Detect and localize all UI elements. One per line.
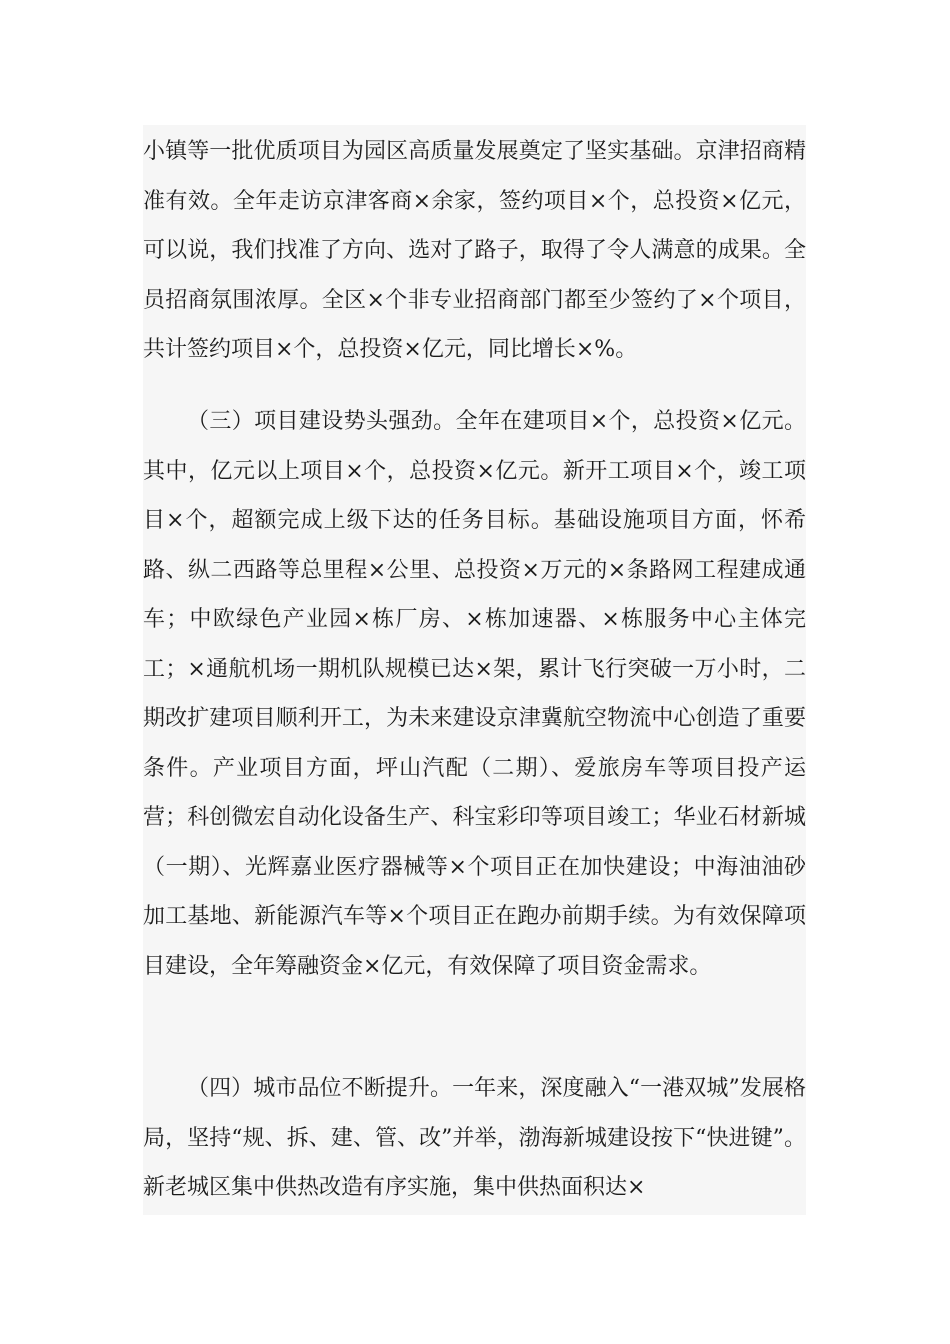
document-body [143, 125, 806, 1215]
paragraph-investment-attraction: 小镇等一批优质项目为园区高质量发展奠定了坚实基础。京津招商精准有效。全年走访京津客商×余家，签约项目×个，总投资×亿元，可以说，我们找准了方向、选对了路子，取得了令人满意的成果。全员招商氛围浓厚。全区×个非专业招商部门都至少签约了×个项目，共计签约项目×个，总投资×亿元，同比增长×%。 [143, 139, 806, 362]
paragraph-city-quality: （四）城市品位不断提升。一年来，深度融入“一港双城”发展格局，坚持“规、拆、建、管、改”并举，渤海新城建设按下“快进键”。新老城区集中供热改造有序实施，集中供热面积达× [143, 1076, 806, 1200]
paragraph-project-construction: （三）项目建设势头强劲。全年在建项目×个，总投资×亿元。其中，亿元以上项目×个，总投资×亿元。新开工项目×个，竣工项目×个，超额完成上级下达的任务目标。基础设施项目方面，怀希路、纵二西路等总里程×公里、总投资×万元的×条路网工程建成通车；中欧绿色产业园×栋厂房、×栋加速器、×栋服务中心主体完工；×通航机场一期机队规模已达×架，累计飞行突破一万小时，二期改扩建项目顺利开工，为未来建设京津冀航空物流中心创造了重要条件。产业项目方面，坪山汽配（二期）、爱旅房车等项目投产运营；科创微宏自动化设备生产、科宝彩印等项目竣工；华业石材新城（一期）、光辉嘉业医疗器械等×个项目正在加快建设；中海油油砂加工基地、新能源汽车等×个项目正在跑办前期手续。为有效保障项目建设，全年筹融资金×亿元，有效保障了项目资金需求。 [143, 409, 806, 979]
